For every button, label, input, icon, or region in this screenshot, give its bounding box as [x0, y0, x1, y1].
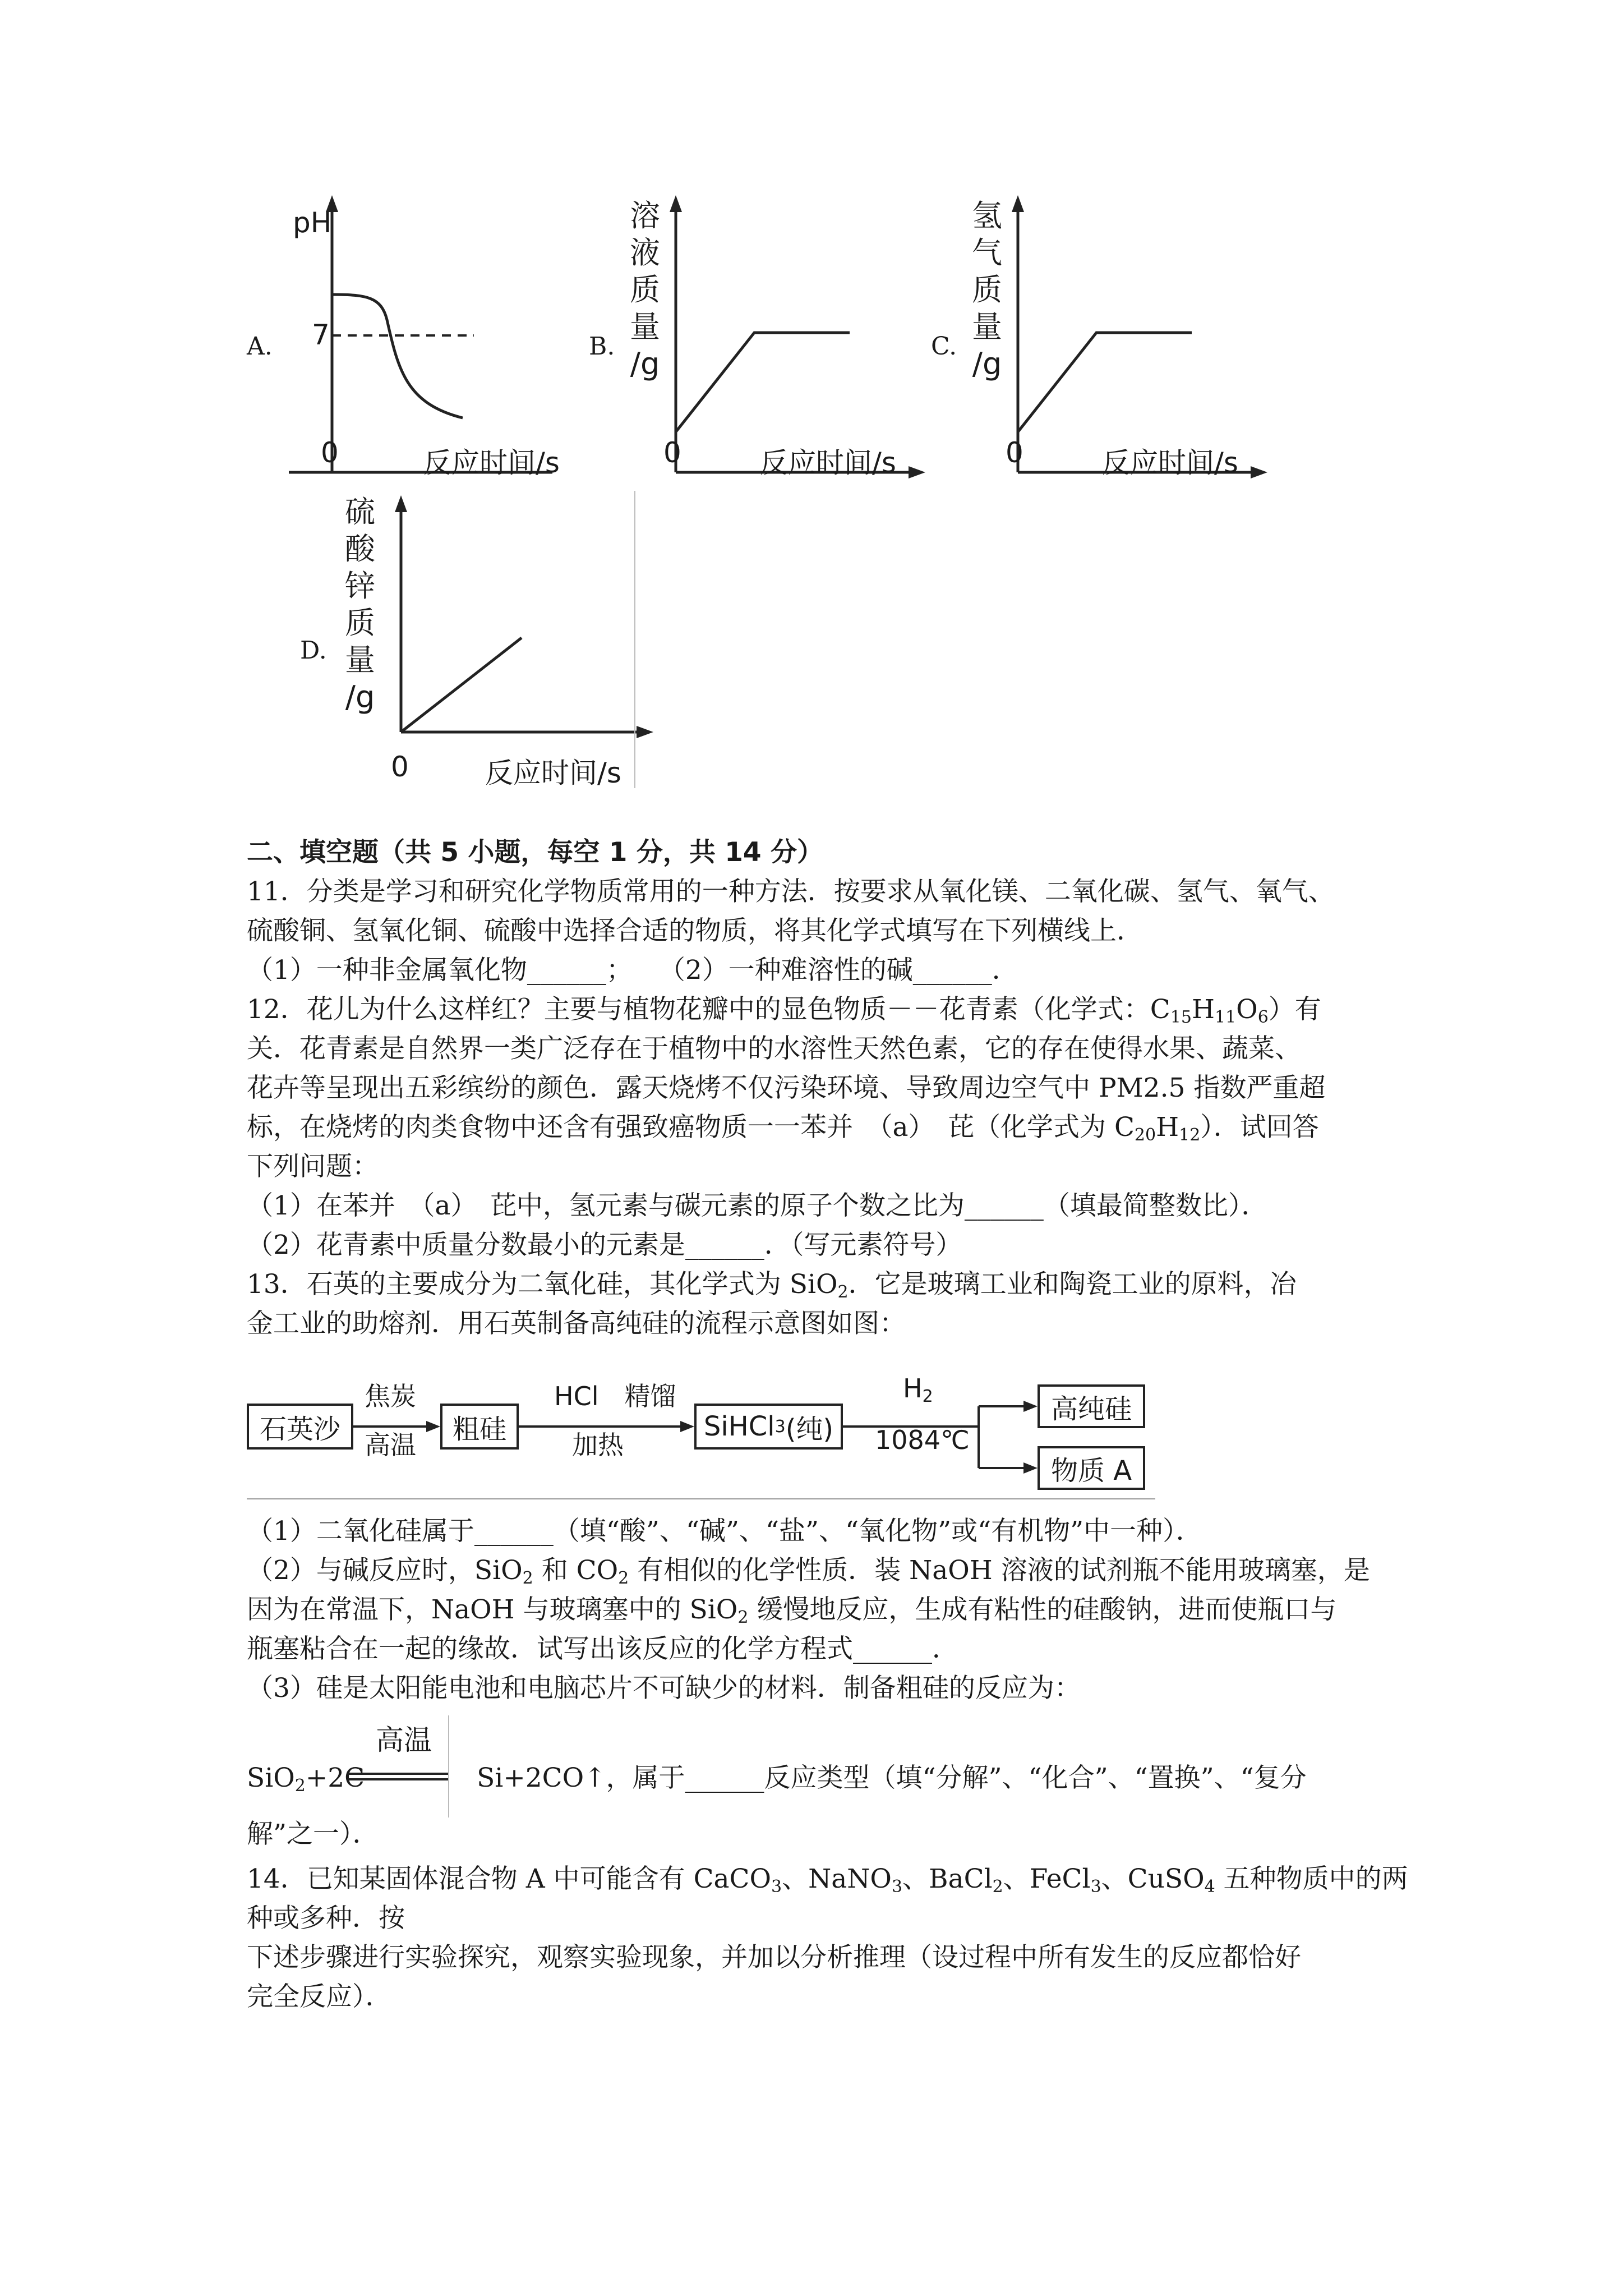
chart-d-ylabel-char: 硫	[345, 494, 375, 530]
flow-arrow2-bottom: 加热	[572, 1430, 624, 1460]
q12-line-6: （1）在苯并 （a） 芘中，氢元素与碳元素的原子个数之比为______（填最简整数比）．	[247, 1190, 1268, 1221]
subscript: 2	[837, 1282, 849, 1302]
equation-reactant: SiO	[247, 1763, 295, 1793]
flow-box-sihcl3-note: (纯)	[785, 1413, 834, 1445]
subscript: 2	[618, 1568, 629, 1588]
q13-line-2: 金工业的助熔剂．用石英制备高纯硅的流程示意图如图：	[247, 1308, 906, 1339]
chart-b-xlabel: 反应时间/s	[760, 447, 896, 479]
chart-b-ylabel-char: 量	[630, 309, 660, 344]
chart-a-xlabel: 反应时间/s	[423, 447, 560, 479]
q13-text: 因为在常温下，NaOH 与玻璃塞中的 SiO	[247, 1594, 738, 1625]
q13-text: 13．石英的主要成分为二氧化硅，其化学式为 SiO	[247, 1269, 838, 1300]
q13-text: （2）与碱反应时，SiO	[247, 1555, 523, 1586]
subscript: 2	[522, 1568, 533, 1588]
flow-box-sihcl3-formula: SiHCl	[703, 1411, 775, 1442]
q14-line-3: 下述步骤进行实验探究，观察实验现象，并加以分析推理（设过程中所有发生的反应都恰好	[247, 1942, 1301, 1973]
chart-d-ylabel-unit: /g	[345, 679, 375, 715]
flow-arrow1-top: 焦炭	[365, 1381, 416, 1411]
subscript: 15	[1170, 1007, 1192, 1027]
option-b-label: B.	[589, 332, 615, 361]
q11-line-1: 11．分类是学习和研究化学物质常用的一种方法．按要求从氧化镁、二氧化碳、氢气、氧气、	[247, 876, 1335, 907]
chart-b-ylabel-char: 溶	[630, 198, 660, 233]
chart-b-origin: 0	[663, 436, 681, 469]
subscript: 20	[1134, 1125, 1156, 1145]
chart-b-ylabel-char: 液	[630, 235, 660, 270]
subscript: 2	[992, 1877, 1003, 1897]
equation-reactant: +2C	[305, 1763, 365, 1793]
option-d-label: D.	[300, 636, 327, 665]
q13-text: ．它是玻璃工业和陶瓷工业的原料，冶	[848, 1269, 1297, 1300]
q13-text: 缓慢地反应，生成有粘性的硅酸钠，进而使瓶口与	[748, 1594, 1337, 1625]
q13-part-3-end: 解”之一）．	[247, 1819, 379, 1849]
q11-line-2: 硫酸铜、氢氧化铜、硫酸中选择合适的物质，将其化学式填写在下列横线上．	[247, 915, 1143, 946]
q12-line-2: 关．花青素是自然界一类广泛存在于植物中的水溶性天然色素，它的存在使得水果、蔬菜、	[247, 1033, 1301, 1064]
q13-text: 有相似的化学性质．装 NaOH 溶液的试剂瓶不能用玻璃塞，是	[629, 1555, 1370, 1586]
chart-d-ylabel-char: 量	[345, 642, 375, 678]
flow-arrow3-h: H	[903, 1373, 923, 1404]
q14-text: 、NaNO	[782, 1864, 892, 1894]
q14-text: 、FeCl	[1003, 1864, 1091, 1894]
chart-d-origin: 0	[391, 751, 409, 783]
flow-box-high-purity-silicon: 高纯硅	[1038, 1384, 1145, 1428]
q11-line-3: （1）一种非金属氧化物______； （2）一种难溶性的碱______．	[247, 955, 1018, 986]
subscript: 6	[1257, 1007, 1269, 1027]
q14-text: 、BaCl	[902, 1864, 993, 1894]
chart-a-ylabel: pH	[293, 206, 332, 239]
subscript: 3	[1090, 1877, 1101, 1897]
q13-part-2-line-3: 瓶塞粘合在一起的缘故．试写出该反应的化学方程式______．	[247, 1634, 958, 1664]
q12-text: H	[1156, 1112, 1179, 1143]
subscript: 11	[1214, 1007, 1237, 1027]
subscript: 3	[891, 1877, 903, 1897]
chart-c-ylabel-char: 质	[972, 272, 1002, 307]
chart-a-ref-label: 7	[312, 319, 330, 351]
q14-line-4: 完全反应）．	[247, 1981, 392, 2012]
flow-arrow1-bottom: 高温	[365, 1430, 416, 1460]
chart-a-origin: 0	[321, 436, 339, 469]
q12-text: H	[1191, 994, 1215, 1025]
flow-arrow3-bottom: 1084℃	[875, 1425, 970, 1455]
q14-line-1	[247, 1862, 1408, 1904]
equation-condition: 高温	[376, 1724, 432, 1756]
option-c-label: C.	[931, 332, 957, 361]
q14-line-2: 种或多种．按	[247, 1903, 405, 1934]
equation-rest: Si+2CO↑，属于______反应类型（填“分解”、“化合”、“置换”、“复分	[477, 1763, 1307, 1793]
q14-text: 、CuSO	[1101, 1864, 1205, 1894]
flow-box-substance-a: 物质 A	[1038, 1446, 1145, 1490]
flow-box-crude-silicon: 粗硅	[440, 1404, 519, 1450]
option-a-label: A.	[247, 332, 273, 361]
subscript: 2	[737, 1608, 749, 1627]
chart-c-origin: 0	[1006, 436, 1023, 469]
q12-text: ）．试回答	[1200, 1112, 1319, 1143]
q13-part-3: （3）硅是太阳能电池和电脑芯片不可缺少的材料．制备粗硅的反应为：	[247, 1673, 1081, 1704]
q12-text: 标，在烧烤的肉类食物中还含有强致癌物质一一苯并 （a） 芘（化学式为 C	[247, 1112, 1135, 1143]
chart-d-ylabel-char: 酸	[345, 531, 375, 567]
q12-text: O	[1236, 994, 1258, 1025]
chart-c-ylabel-char: 量	[972, 309, 1002, 344]
q13-text: 和 CO	[533, 1555, 619, 1586]
chart-b-ylabel-unit: /g	[630, 346, 660, 381]
subscript: 4	[1204, 1877, 1215, 1897]
q12-line-3: 花卉等呈现出五彩缤纷的颜色．露天烧烤不仅污染环境、导致周边空气中 PM2.5 指数严重超	[247, 1073, 1326, 1103]
q12-text: ）有	[1268, 994, 1321, 1025]
chart-c-ylabel-unit: /g	[972, 346, 1002, 381]
chart-c-ylabel-char: 气	[972, 235, 1002, 270]
chart-d-ylabel-char: 质	[345, 605, 375, 641]
q12-line-5: 下列问题：	[247, 1151, 379, 1182]
chart-b-ylabel-char: 质	[630, 272, 660, 307]
flow-arrow2-top: HCl 精馏	[554, 1381, 676, 1411]
q12-line-7: （2）花青素中质量分数最小的元素是______．（写元素符号）	[247, 1230, 962, 1260]
q14-text: 14．已知某固体混合物 A 中可能含有 CaCO	[247, 1864, 772, 1894]
flow-box-quartz-sand: 石英沙	[247, 1404, 353, 1450]
chart-d-xlabel: 反应时间/s	[485, 757, 621, 789]
chart-c-ylabel-char: 氢	[972, 198, 1002, 233]
q14-text: 五种物质中的两	[1215, 1864, 1408, 1894]
chart-c-xlabel: 反应时间/s	[1102, 447, 1238, 479]
chart-d-ylabel-char: 锌	[345, 568, 375, 604]
subscript: 2	[922, 1387, 933, 1406]
subscript: 2	[294, 1776, 306, 1796]
section-heading: 二、填空题（共 5 小题，每空 1 分，共 14 分）	[247, 837, 823, 868]
q12-text: 12．花儿为什么这样红？主要与植物花瓣中的显色物质－－花青素（化学式：C	[247, 994, 1170, 1025]
subscript: 12	[1179, 1125, 1201, 1145]
subscript: 3	[771, 1877, 782, 1897]
q13-part-1: （1）二氧化硅属于______（填“酸”、“碱”、“盐”、“氧化物”或“有机物”中一种）．	[247, 1516, 1202, 1547]
subscript: 3	[774, 1416, 786, 1437]
